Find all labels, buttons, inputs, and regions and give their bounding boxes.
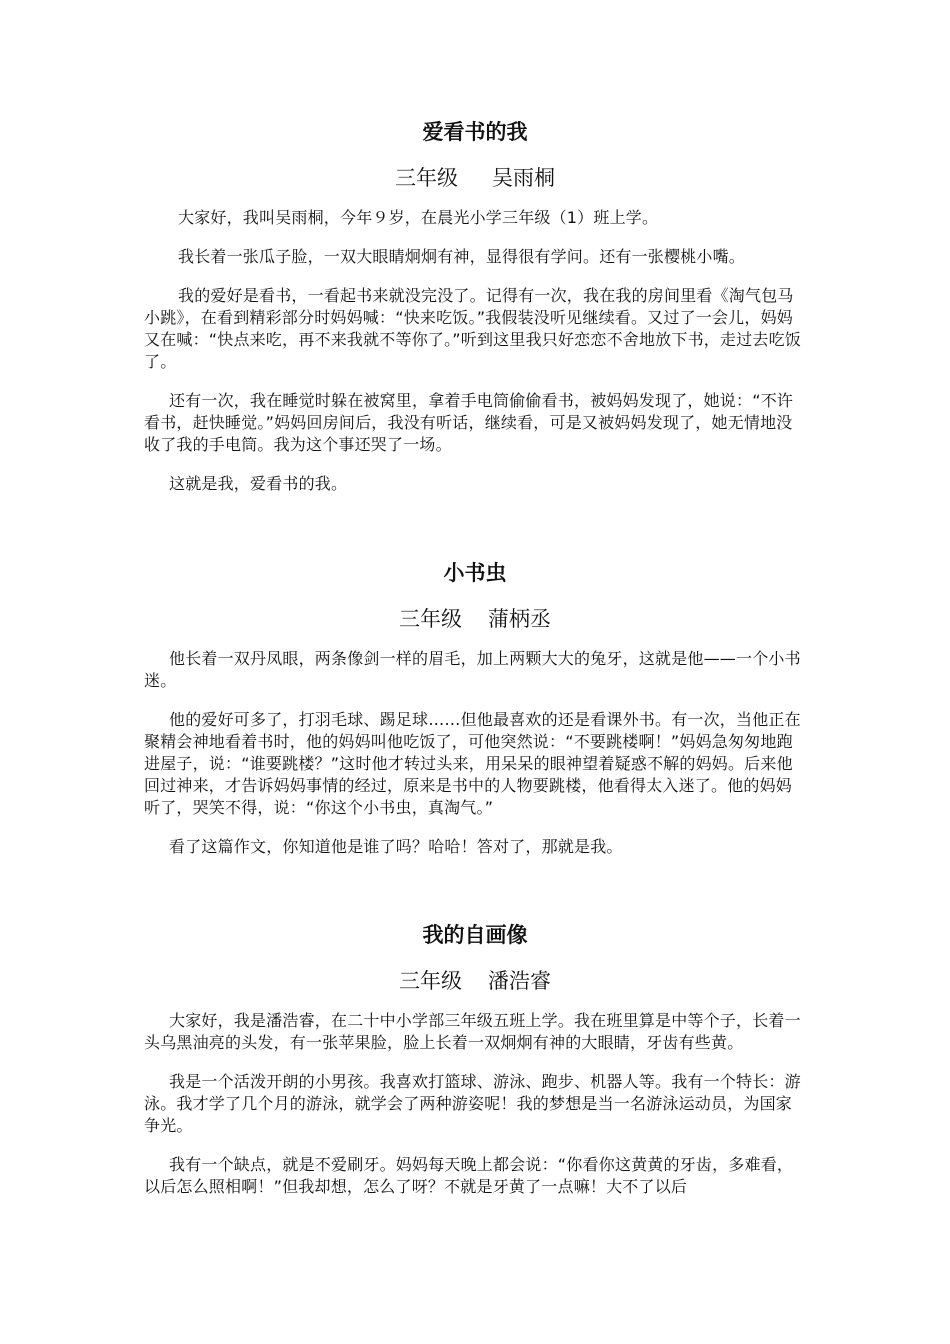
paragraph: 这就是我，爱看书的我。 (169, 474, 348, 493)
essay-byline (144, 966, 806, 996)
grade-label: 三年级 (399, 969, 462, 993)
paragraph: 他的爱好可多了，打羽毛球、踢足球……但他最喜欢的还是看课外书。有一次，当他正在聚精会神地看着书时，他的妈妈叫他吃饭了，可他突然说：“不要跳楼啊！”妈妈急匆匆地跑进屋子，说：“谁要跳楼？”这时他才转过头来，用呆呆的眼神望着疑惑不解的妈妈。后来他回过神来，才告诉妈妈事情的经过，原来是书中的人物要跳楼，他看得太入迷了。他的妈妈听了，哭笑不得，说：“你这个小书虫，真淘气。” (144, 710, 801, 817)
paragraph: 我是一个活泼开朗的小男孩。我喜欢打篮球、游泳、跑步、机器人等。我有一个特长：游泳。我才学了几个月的游泳，就学会了两种游姿呢！我的梦想是当一名游泳运动员，为国家争光。 (144, 1072, 801, 1135)
paragraph: 大家好，我是潘浩睿，在二十中小学部三年级五班上学。我在班里算是中等个子，长着一头乌黑油亮的头发，有一张苹果脸，脸上长着一双炯炯有神的大眼睛，牙齿有些黄。 (144, 1011, 801, 1052)
paragraph: 我长着一张瓜子脸，一双大眼睛炯炯有神，显得很有学问。还有一张樱桃小嘴。 (178, 247, 746, 266)
paragraph: 还有一次，我在睡觉时躲在被窝里，拿着手电筒偷偷看书，被妈妈发现了，她说：“不许看书，赶快睡觉。”妈妈回房间后，我没有听话，继续看，可是又被妈妈发现了，她无情地没收了我的手电筒。我为这个事还哭了一场。 (144, 391, 794, 454)
author-name: 潘浩睿 (488, 969, 551, 993)
essay-byline (144, 163, 806, 193)
author-name: 吴雨桐 (492, 166, 555, 190)
paragraph: 我有一个缺点，就是不爱刷牙。妈妈每天晚上都会说：“你看你这黄黄的牙齿，多难看，以后怎么照相啊！”但我却想，怎么了呀？不就是牙黄了一点嘛！大不了以后 (144, 1155, 794, 1196)
grade-label: 三年级 (399, 607, 462, 631)
paragraph: 他长着一双丹凤眼，两条像剑一样的眉毛，加上两颗大大的兔牙，这就是他——一个小书迷。 (144, 649, 801, 690)
essay-3 (144, 920, 806, 1198)
essay-2 (144, 558, 806, 858)
author-name: 蒲柄丞 (488, 607, 551, 631)
essay-title: 爱看书的我 (422, 120, 528, 144)
paragraph: 我的爱好是看书，一看起书来就没完没了。记得有一次，我在我的房间里看《淘气包马小跳》，在看到精彩部分时妈妈喊：“快来吃饭。”我假装没听见继续看。又过了一会儿，妈妈又在喊：“快点来吃，再不来我就不等你了。”听到这里我只好恋恋不舍地放下书，走过去吃饭了。 (144, 286, 801, 371)
essay-1 (144, 117, 806, 495)
grade-label: 三年级 (395, 166, 458, 190)
paragraph: 看了这篇作文，你知道他是谁了吗？哈哈！答对了，那就是我。 (169, 837, 623, 856)
essay-byline (144, 604, 806, 634)
essay-title: 小书虫 (443, 561, 507, 585)
essay-title: 我的自画像 (422, 923, 528, 947)
paragraph: 大家好，我叫吴雨桐，今年９岁，在晨光小学三年级（1）班上学。 (178, 208, 659, 227)
